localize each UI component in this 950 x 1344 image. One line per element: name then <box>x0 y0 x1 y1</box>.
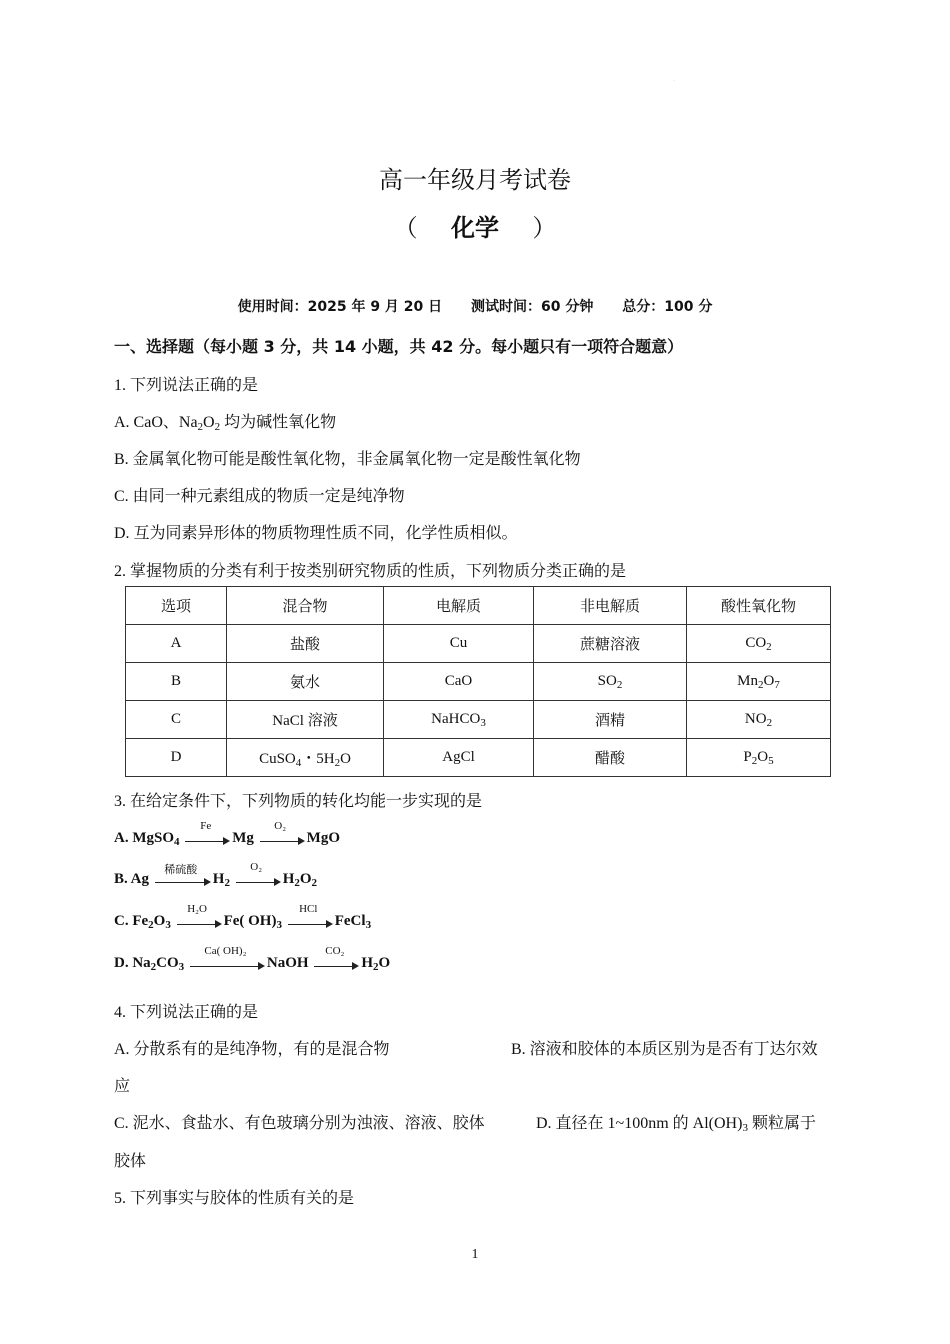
q4-option-c: C. 泥水、食盐水、有色玻璃分别为浊液、溶液、胶体 <box>114 1115 485 1132</box>
rx-sub: 3 <box>178 961 185 973</box>
formula-text: ・5H <box>301 751 335 767</box>
reaction-arrow <box>288 902 333 929</box>
table-row <box>126 701 831 739</box>
rx-text: O <box>378 955 391 971</box>
rx-sub: 3 <box>276 919 282 931</box>
cell-mixture: 盐酸 <box>227 625 384 663</box>
formula-text: O <box>757 749 769 765</box>
rx-text: O <box>299 871 312 887</box>
reaction-arrow <box>190 944 265 971</box>
subject-name: 化学 <box>451 214 499 242</box>
q3-option-a <box>114 819 340 848</box>
cell-option: B <box>126 663 227 701</box>
reaction-arrow <box>185 819 230 846</box>
arrow-condition: O₂ <box>250 860 263 873</box>
q4-d-sub: 3 <box>742 1122 748 1134</box>
formula-text: O <box>340 751 351 767</box>
rx-sub: 2 <box>294 877 300 889</box>
rx-text: MgO <box>306 830 340 846</box>
page-number: 1 <box>471 1247 479 1262</box>
cell-electrolyte: Cu <box>384 625 534 663</box>
rx-sub: 2 <box>311 877 318 889</box>
q1-a-sub2: 2 <box>214 421 221 433</box>
q1-a-sub1: 2 <box>197 421 204 433</box>
q1-a-text3: 均为碱性氧化物 <box>220 414 337 431</box>
rx-text: FeCl <box>334 913 366 929</box>
arrow-condition: CO₂ <box>325 944 345 957</box>
q4-d-text1: D. 直径在 1~100nm 的 Al(OH) <box>536 1115 743 1132</box>
rx-text: NaOH <box>266 955 309 971</box>
q1-option-c: C. 由同一种元素组成的物质一定是纯净物 <box>114 488 405 505</box>
cell-mixture: NaCl 溶液 <box>227 701 384 739</box>
rx-text: C. Fe <box>114 913 149 929</box>
rx-text: B. Ag <box>114 871 150 887</box>
q3-stem: 3. 在给定条件下，下列物质的转化均能一步实现的是 <box>114 793 483 810</box>
cell-mixture <box>227 739 384 777</box>
rx-sub: 2 <box>373 961 379 973</box>
cell-option: C <box>126 701 227 739</box>
arrow-condition: H₂O <box>187 902 207 915</box>
reaction-arrow <box>260 819 305 846</box>
rx-sub: 3 <box>365 919 372 931</box>
rx-text: A. MgSO <box>114 830 174 846</box>
test-time: 测试时间：60 分钟 <box>471 299 594 315</box>
scan-dot: · <box>673 78 675 84</box>
table-row <box>126 663 831 701</box>
subject-close: ） <box>532 214 557 242</box>
cell-electrolyte <box>384 701 534 739</box>
section-title: 一、选择题（每小题 3 分，共 14 小题，共 42 分。每小题只有一项符合题意） <box>114 337 684 356</box>
formula-sub: 2 <box>766 717 773 729</box>
cell-nonelectrolyte: 醋酸 <box>534 739 687 777</box>
formula-sub: 7 <box>774 679 780 691</box>
rx-text: Mg <box>232 830 254 846</box>
q1-option-b: B. 金属氧化物可能是酸性氧化物，非金属氧化物一定是酸性氧化物 <box>114 451 581 468</box>
reaction-arrow <box>236 860 281 887</box>
formula-text: CO <box>745 635 767 651</box>
arrow-condition: Ca( OH)₂ <box>204 944 247 957</box>
rx-sub: 4 <box>174 836 180 848</box>
cell-acidic-oxide <box>687 625 831 663</box>
q1-a-text2: O <box>203 414 215 431</box>
formula-sub: 4 <box>295 757 302 769</box>
cell-acidic-oxide <box>687 663 831 701</box>
formula-text: Mn <box>737 673 758 689</box>
q4-option-d-cont: 胶体 <box>114 1153 147 1170</box>
table-header-row <box>126 587 831 625</box>
rx-text: Fe( OH) <box>223 913 277 929</box>
formula-text: NO <box>744 711 767 727</box>
q1-stem: 1. 下列说法正确的是 <box>114 377 259 394</box>
q3-option-b <box>114 860 318 889</box>
rx-text: D. Na <box>114 955 151 971</box>
formula-sub: 5 <box>768 755 774 767</box>
cell-nonelectrolyte: 蔗糖溶液 <box>534 625 687 663</box>
th-option: 选项 <box>126 587 227 625</box>
cell-mixture: 氨水 <box>227 663 384 701</box>
q3-option-c <box>114 902 372 931</box>
q3-option-d <box>114 944 391 973</box>
q2-stem: 2. 掌握物质的分类有利于按类别研究物质的性质，下列物质分类正确的是 <box>114 563 627 580</box>
q4-option-b-cont: 应 <box>114 1078 131 1095</box>
formula-text: O <box>763 673 775 689</box>
arrow-condition: HCl <box>299 902 318 915</box>
rx-sub: 3 <box>165 919 171 931</box>
q1-option-d: D. 互为同素异形体的物质物理性质不同，化学性质相似。 <box>114 525 518 542</box>
formula-sub: 2 <box>758 679 764 691</box>
q1-a-text1: A. CaO、Na <box>114 414 198 431</box>
table-row <box>126 739 831 777</box>
rx-text: H <box>282 871 295 887</box>
q4-d-text2: 颗粒属于 <box>747 1115 816 1132</box>
q5-stem: 5. 下列事实与胶体的性质有关的是 <box>114 1190 355 1207</box>
cell-electrolyte: CaO <box>384 663 534 701</box>
cell-nonelectrolyte: 酒精 <box>534 701 687 739</box>
formula-sub: 2 <box>766 641 772 653</box>
q4-stem: 4. 下列说法正确的是 <box>114 1004 259 1021</box>
rx-sub: 2 <box>224 877 230 889</box>
q1-option-a <box>114 409 336 432</box>
rx-text: CO <box>156 955 179 971</box>
formula-sub: 3 <box>480 717 486 729</box>
q4-option-d <box>536 1110 816 1133</box>
exam-title: 高一年级月考试卷 <box>379 166 571 194</box>
arrow-condition: Fe <box>200 819 212 832</box>
formula-sub: 2 <box>751 755 758 767</box>
cell-electrolyte: AgCl <box>384 739 534 777</box>
th-acidic-oxide: 酸性氧化物 <box>687 587 831 625</box>
formula-sub: 2 <box>334 757 341 769</box>
cell-acidic-oxide <box>687 701 831 739</box>
subject-title <box>0 208 950 243</box>
classification-table <box>125 586 831 777</box>
formula-text: SO <box>597 673 617 689</box>
reaction-arrow <box>155 863 211 887</box>
arrow-condition: 稀硫酸 <box>164 863 198 876</box>
formula-sub: 2 <box>616 679 623 691</box>
q4-option-b: B. 溶液和胶体的本质区别为是否有丁达尔效 <box>511 1041 818 1058</box>
formula-text: CuSO <box>259 751 296 767</box>
cell-option: D <box>126 739 227 777</box>
use-time: 使用时间：2025 年 9 月 20 日 <box>237 299 443 315</box>
reaction-arrow <box>177 902 222 929</box>
exam-meta <box>0 296 950 316</box>
rx-sub: 2 <box>150 961 157 973</box>
formula-text: NaHCO <box>431 711 481 727</box>
rx-sub: 2 <box>148 919 154 931</box>
cell-nonelectrolyte <box>534 663 687 701</box>
th-nonelectrolyte: 非电解质 <box>534 587 687 625</box>
subject-open: （ <box>393 214 418 242</box>
cell-acidic-oxide <box>687 739 831 777</box>
table-row <box>126 625 831 663</box>
formula-text: P <box>743 749 752 765</box>
rx-text: H <box>212 871 225 887</box>
th-mixture: 混合物 <box>227 587 384 625</box>
th-electrolyte: 电解质 <box>384 587 534 625</box>
rx-text: O <box>153 913 166 929</box>
rx-text: H <box>361 955 374 971</box>
total-score: 总分：100 分 <box>622 299 713 315</box>
q4-option-a: A. 分散系有的是纯净物，有的是混合物 <box>114 1041 390 1058</box>
reaction-arrow <box>314 944 359 971</box>
cell-option: A <box>126 625 227 663</box>
arrow-condition: O₂ <box>274 819 287 832</box>
